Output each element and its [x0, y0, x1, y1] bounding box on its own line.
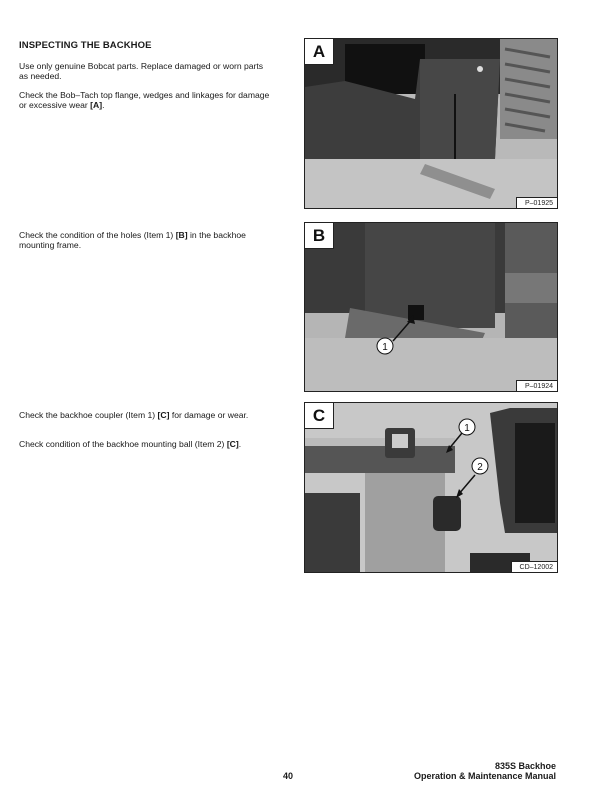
manual-title-line1: 835S Backhoe	[494, 761, 556, 771]
section-heading: INSPECTING THE BACKHOE	[19, 40, 152, 51]
manual-title-line2: Operation & Maintenance Manual	[413, 771, 556, 781]
paragraph-text: Check the Bob–Tach top flange, wedges and linkages for damage or excessive wear	[19, 90, 270, 110]
callout-2: 2	[477, 462, 483, 473]
bobtach-flange-image	[305, 39, 557, 208]
figure-code: CD–12002	[511, 561, 557, 572]
figure-label: C	[305, 403, 334, 429]
callout-1: 1	[464, 423, 470, 434]
paragraph-text: Check the backhoe coupler (Item 1)	[19, 410, 158, 420]
paragraph-text: .	[238, 439, 242, 449]
paragraph-text: Check condition of the backhoe mounting ball (Item 2)	[19, 439, 227, 449]
figure-label: B	[305, 223, 334, 249]
mounting-frame-holes-image	[305, 223, 557, 391]
figure-label: A	[305, 39, 334, 65]
paragraph-text: in the backhoe mounting frame.	[19, 230, 246, 250]
paragraph-genuine-parts	[19, 61, 274, 81]
backhoe-coupler-ball-image	[305, 403, 557, 572]
manual-title	[414, 761, 556, 781]
paragraph-text: Check the condition of the holes (Item 1)	[19, 230, 176, 240]
paragraph-text: Use only genuine Bobcat parts. Replace damaged or worn parts as needed.	[19, 61, 264, 81]
paragraph-bobtach-check	[19, 90, 274, 110]
paragraph-text: for damage or wear.	[169, 410, 249, 420]
page-number: 40	[283, 771, 294, 781]
figure-code: P–01924	[516, 380, 557, 391]
figure-reference-a: [A]	[90, 100, 103, 110]
paragraph-mounting-ball-check	[19, 439, 274, 449]
callout-1: 1	[382, 342, 388, 353]
figure-code: P–01925	[516, 197, 557, 208]
paragraph-holes-check	[19, 230, 274, 250]
figure-reference-c: [C]	[157, 410, 170, 420]
figure-a-photo	[304, 38, 558, 209]
figure-b-photo	[304, 222, 558, 392]
figure-reference-c: [C]	[226, 439, 239, 449]
paragraph-text: .	[102, 100, 105, 110]
paragraph-coupler-check	[19, 410, 274, 420]
figure-c-photo	[304, 402, 558, 573]
figure-reference-b: [B]	[175, 230, 188, 240]
